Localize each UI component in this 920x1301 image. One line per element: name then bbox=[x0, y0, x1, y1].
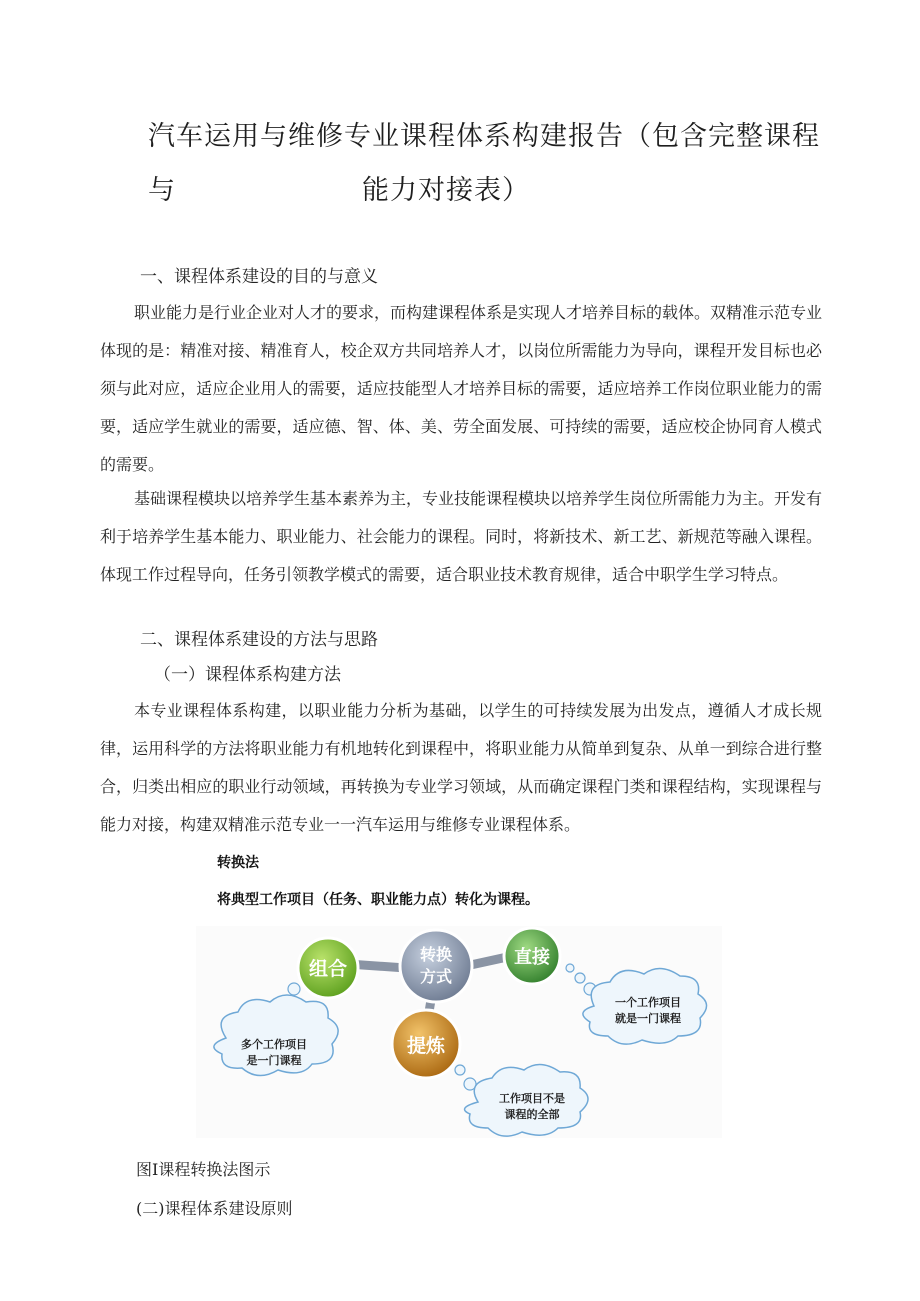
node-refine-label: 提炼 bbox=[406, 1035, 446, 1057]
conversion-method-diagram bbox=[196, 926, 722, 1138]
node-center bbox=[400, 930, 472, 1002]
node-center-label-2: 方式 bbox=[419, 967, 453, 986]
section-2-heading: 二、课程体系建设的方法与思路 bbox=[140, 630, 378, 650]
section-1-paragraph-1: 职业能力是行业企业对人才的要求，而构建课程体系是实现人才培养目标的载体。双精准示范专业体现的是：精准对接、精准育人，校企双方共同培养人才，以岗位所需能力为导向，课程开发目标也必须与此对应，适应企业用人的需要，适应技能型人才培养目标的需要，适应培养工作岗位职业能力的需要，适应学生就业的需要，适应德、智、体、美、劳全面发展、可持续的需要，适应校企协同育人模式的需要。 bbox=[100, 303, 823, 474]
section-2-subheading-1: （一）课程体系构建方法 bbox=[154, 665, 341, 685]
figure-label: 转换法 bbox=[217, 855, 259, 871]
section-2-paragraph-1: 本专业课程体系构建，以职业能力分析为基础，以学生的可持续发展为出发点，遵循人才成长规律，运用科学的方法将职业能力有机地转化到课程中，将职业能力从简单到复杂、从单一到综合进行整合，归类出相应的职业行动领域，再转换为专业学习领域，从而确定课程门类和课程结构，实现课程与能力对接，构建双精准示范专业一一汽车运用与维修专业课程体系。 bbox=[100, 701, 822, 834]
cloud-bottom-text-1: 工作项目不是 bbox=[499, 1092, 565, 1105]
section-1-paragraph-2: 基础课程模块以培养学生基本素养为主，专业技能课程模块以培养学生岗位所需能力为主。开发有利于培养学生基本能力、职业能力、社会能力的课程。同时，将新技术、新工艺、新规范等融入课程。体现工作过程导向，任务引领教学模式的需要，适合职业技术教育规律，适合中职学生学习特点。 bbox=[100, 489, 823, 584]
cloud-bottom-text-2: 课程的全部 bbox=[504, 1108, 560, 1121]
node-combine bbox=[298, 938, 358, 998]
figure-caption: 图I课程转换法图示 bbox=[136, 1160, 271, 1179]
cloud-right-text-1: 一个工作项目 bbox=[615, 996, 681, 1009]
node-direct-label: 直接 bbox=[514, 947, 550, 968]
section-1-heading: 一、课程体系建设的目的与意义 bbox=[140, 267, 378, 287]
cloud-left-text-2: 是一门课程 bbox=[246, 1054, 302, 1067]
node-refine bbox=[392, 1010, 460, 1078]
node-direct bbox=[504, 928, 560, 984]
section-2-subheading-2: (二)课程体系建设原则 bbox=[136, 1199, 293, 1218]
figure-description: 将典型工作项目（任务、职业能力点）转化为课程。 bbox=[217, 892, 539, 908]
document-title-line-2: 能力对接表） bbox=[362, 175, 530, 206]
document-title-line-1: 汽车运用与维修专业课程体系构建报告（包含完整课程与 bbox=[148, 121, 820, 206]
cloud-right-text-2: 就是一门课程 bbox=[615, 1012, 681, 1025]
cloud-left-text-1: 多个工作项目 bbox=[241, 1038, 307, 1051]
node-combine-label: 组合 bbox=[308, 958, 348, 980]
node-center-label-1: 转换 bbox=[419, 945, 453, 964]
